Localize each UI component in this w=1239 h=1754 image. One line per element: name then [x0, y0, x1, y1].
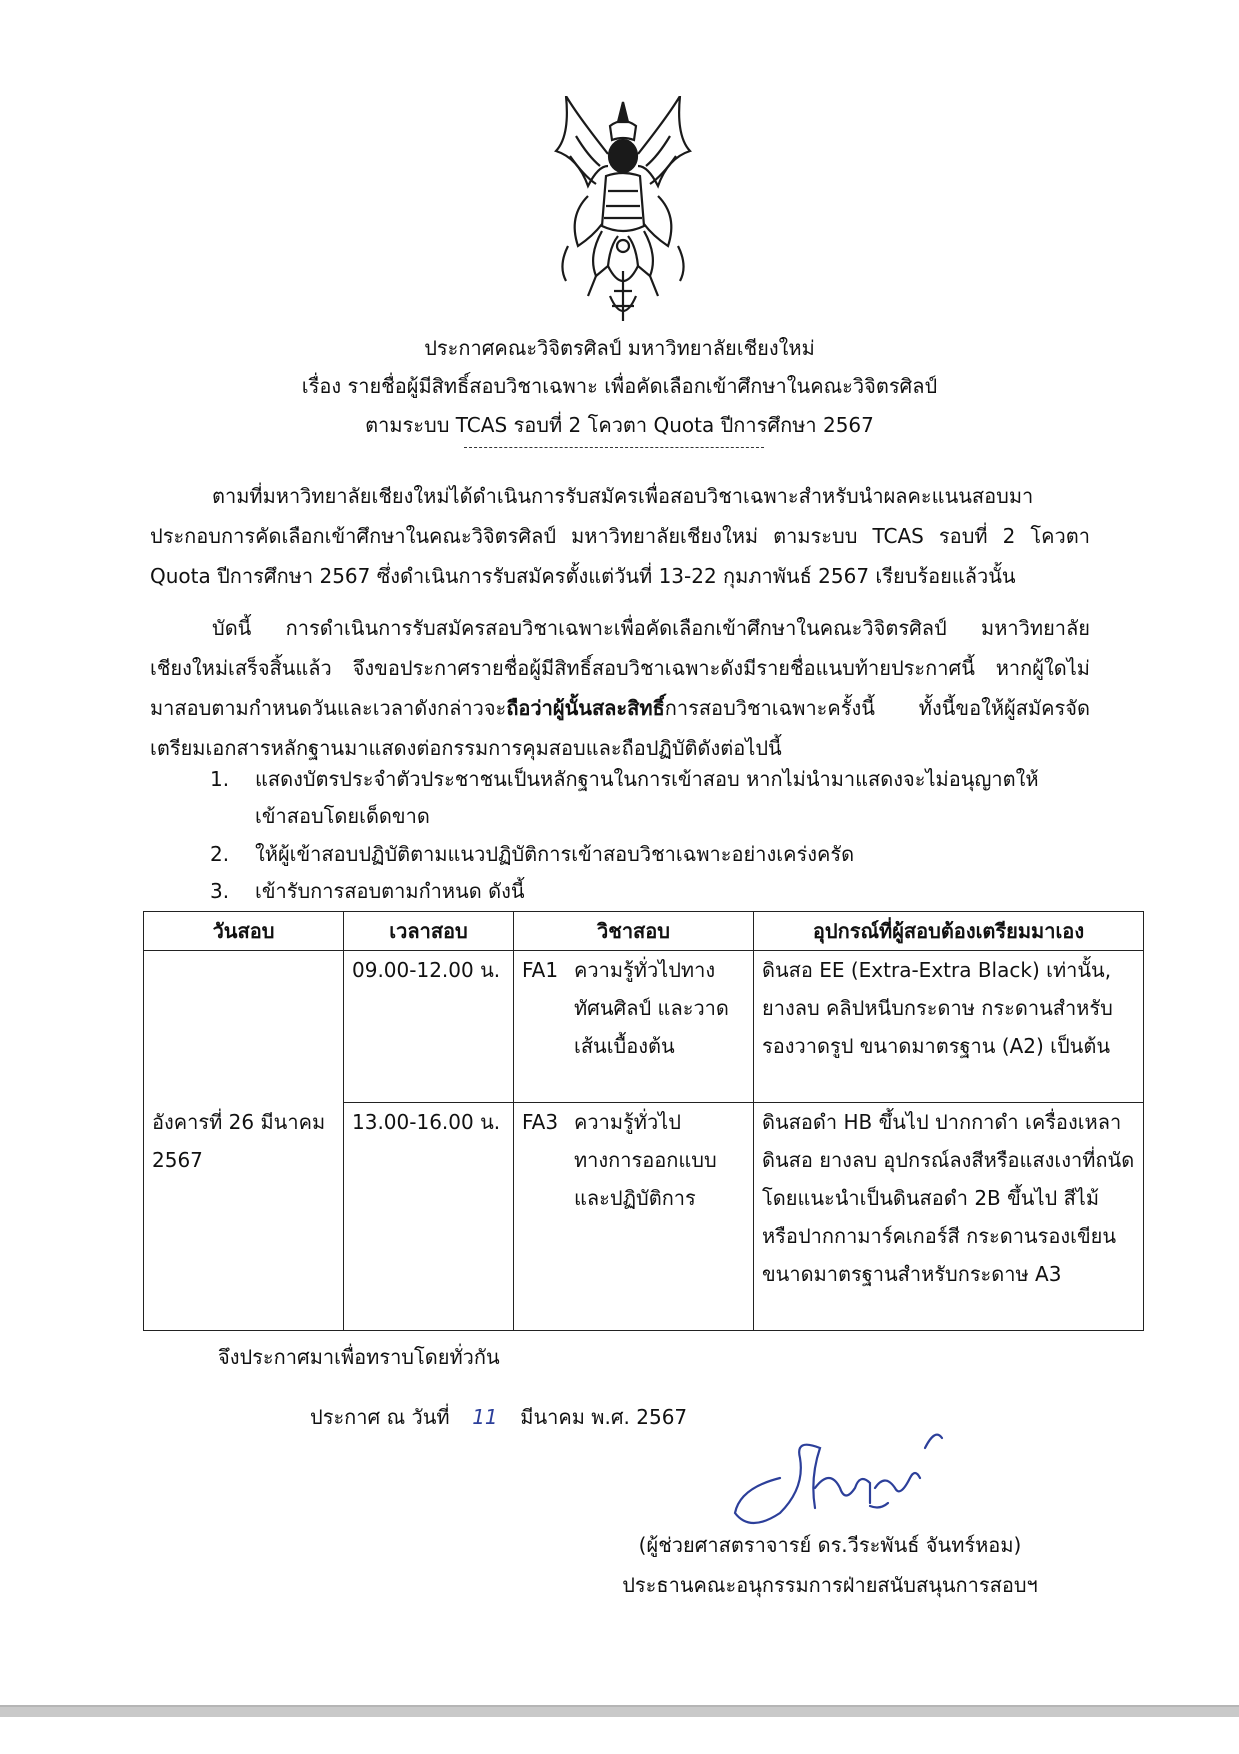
- header-exam-date: วันสอบ: [144, 912, 344, 951]
- exam-date-cell: อังคารที่ 26 มีนาคม 2567: [144, 951, 344, 1331]
- paragraph-background: ตามที่มหาวิทยาลัยเชียงใหม่ได้ดำเนินการรับสมัครเพื่อสอบวิชาเฉพาะสำหรับนำผลคะแนนสอบมาประกอบการคัดเลือกเข้าศึกษาในคณะวิจิตรศิลป์ มหาวิทยาลัยเชียงใหม่ ตามระบบ TCAS รอบที่ 2 โควตา Quota ปีการศึกษา 2567 ซึ่งดำเนินการรับสมัครตั้งแต่วันที่ 13-22 กุมภาพันธ์ 2567 เรียบร้อยแล้วนั้น: [150, 484, 1090, 588]
- signatory-name: (ผู้ช่วยศาสตราจารย์ ดร.วีระพันธ์ จันทร์หอม): [638, 1533, 1022, 1557]
- exam-schedule-table: [143, 911, 1144, 1331]
- header-equipment: อุปกรณ์ที่ผู้สอบต้องเตรียมมาเอง: [754, 912, 1144, 951]
- exam-subject-cell: FA3 ความรู้ทั่วไปทางการออกแบบและปฏิบัติการ: [514, 1103, 754, 1331]
- paragraph-announcement: บัดนี้ การดำเนินการรับสมัครสอบวิชาเฉพาะเพื่อคัดเลือกเข้าศึกษาในคณะวิจิตรศิลป์ มหาวิทยาลัยเชียงใหม่เสร็จสิ้นแล้ว จึงขอประกาศรายชื่อผู้มีสิทธิ์สอบวิชาเฉพาะดังมีรายชื่อแนบท้ายประกาศนี้ หากผู้ใดไม่มาสอบตามกำหนดวันและเวลาดังกล่าวจะถือว่าผู้นั้นสละสิทธิ์การสอบวิชาเฉพาะครั้งนี้ ทั้งนี้ขอให้ผู้สมัครจัดเตรียมเอกสารหลักฐานมาแสดงต่อกรรมการคุมสอบและถือปฏิบัติดังต่อไปนี้: [150, 616, 1090, 760]
- list-item: 1. แสดงบัตรประจำตัวประชาชนเป็นหลักฐานในการเข้าสอบ หากไม่นำมาแสดงจะไม่อนุญาตให้เข้าสอบโดยเด็ดขาด: [210, 767, 1039, 828]
- announcement-date: ประกาศ ณ วันที่ 11 มีนาคม พ.ศ. 2567: [310, 1402, 687, 1432]
- header-exam-time: เวลาสอบ: [344, 912, 514, 951]
- closing-statement: จึงประกาศมาเพื่อทราบโดยทั่วกัน: [218, 1345, 500, 1369]
- table-row: [144, 951, 1144, 1103]
- page-footer-bar: [0, 1705, 1239, 1717]
- signatory-position: ประธานคณะอนุกรรมการฝ่ายสนับสนุนการสอบฯ: [622, 1573, 1038, 1597]
- list-item: 2. ให้ผู้เข้าสอบปฏิบัติตามแนวปฏิบัติการเข้าสอบวิชาเฉพาะอย่างเคร่งครัด: [210, 842, 855, 866]
- header-exam-subject: วิชาสอบ: [514, 912, 754, 951]
- signature-icon: [720, 1418, 950, 1533]
- header-divider: [464, 447, 764, 448]
- table-header-row: [144, 912, 1144, 951]
- exam-subject-cell: FA1 ความรู้ทั่วไปทางทัศนศิลป์ และวาดเส้นเบื้องต้น: [514, 951, 754, 1103]
- equipment-cell: ดินสอ EE (Extra-Extra Black) เท่านั้น, ยางลบ คลิปหนีบกระดาษ กระดานสำหรับรองวาดรูป ขนาดมาตรฐาน (A2) เป็นต้น: [754, 951, 1144, 1103]
- garuda-emblem-icon: [548, 96, 698, 324]
- exam-time-cell: 13.00-16.00 น.: [344, 1103, 514, 1331]
- forfeit-warning: ถือว่าผู้นั้นสละสิทธิ์: [506, 696, 665, 720]
- equipment-cell: ดินสอดำ HB ขึ้นไป ปากกาดำ เครื่องเหลาดินสอ ยางลบ อุปกรณ์ลงสีหรือแสงเงาที่ถนัด โดยแนะนำเป็นดินสอดำ 2B ขึ้นไป สีไม้ หรือปากกามาร์คเกอร์สี กระดานรองเขียน ขนาดมาตรฐานสำหรับกระดาษ A3: [754, 1103, 1144, 1331]
- announcement-title: ประกาศคณะวิจิตรศิลป์ มหาวิทยาลัยเชียงใหม่: [424, 336, 815, 360]
- announcement-subject: เรื่อง รายชื่อผู้มีสิทธิ์สอบวิชาเฉพาะ เพื่อคัดเลือกเข้าศึกษาในคณะวิจิตรศิลป์: [301, 374, 938, 398]
- handwritten-day: 11: [472, 1405, 498, 1429]
- list-item: 3. เข้ารับการสอบตามกำหนด ดังนี้: [210, 879, 525, 903]
- exam-time-cell: 09.00-12.00 น.: [344, 951, 514, 1103]
- announcement-round: ตามระบบ TCAS รอบที่ 2 โควตา Quota ปีการศึกษา 2567: [365, 413, 874, 437]
